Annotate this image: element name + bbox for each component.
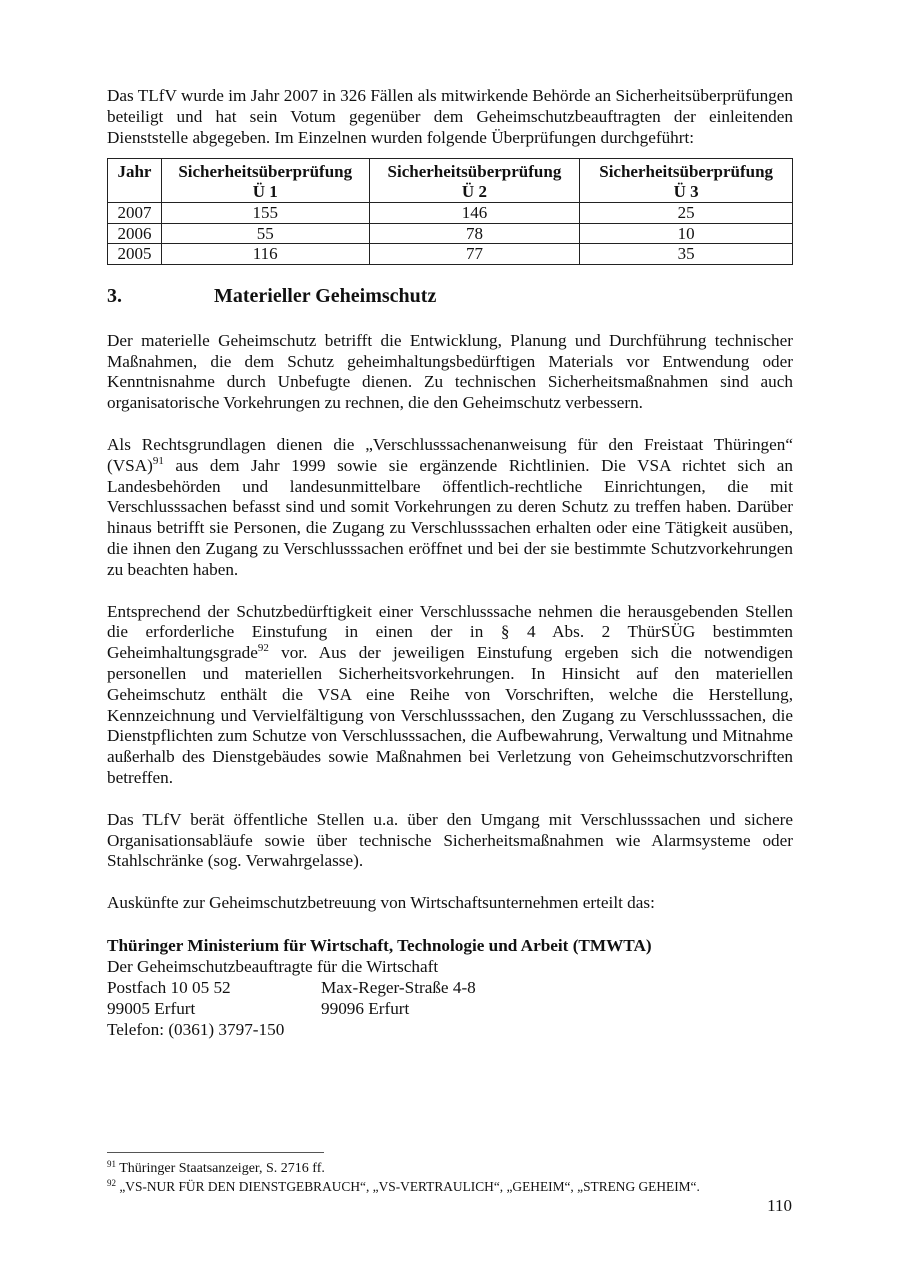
footnote-divider [107, 1152, 324, 1153]
header-year: Jahr [108, 159, 162, 203]
address-row [107, 977, 793, 998]
cell-u1: 55 [161, 223, 369, 244]
page-number: 110 [767, 1196, 792, 1215]
screening-table [107, 158, 793, 265]
table-header-row [108, 159, 793, 203]
address-phone: Telefon: (0361) 3797-150 [107, 1020, 285, 1040]
cell-u2: 78 [369, 223, 580, 244]
cell-u3: 35 [580, 244, 793, 265]
table-row [108, 244, 793, 265]
address-block [107, 935, 793, 1040]
document-page [107, 86, 793, 1040]
address-postfach: Postfach 10 05 52 [107, 978, 231, 998]
paragraph-4: Das TLfV berät öffentliche Stellen u.a. über den Umgang mit Verschlusssachen und sichere Organisationsabläufe sowie über technische Sicherheitsmaßnahmen wie Alarmsysteme oder Stahlschränke (sog. Verwahrgelasse). [107, 809, 793, 871]
section-heading [107, 283, 793, 309]
paragraph-1: Der materielle Geheimschutz betrifft die Entwicklung, Planung und Durchführung technischer Maßnahmen, die dem Schutz geheimhaltungsbedürftigen Materials vor Entwendung oder Kenntnisnahme durch Unbefugte dienen. Zu technischen Sicherheitsmaßnahmen sind auch organisatorische Vorkehrungen zu rechnen, die den Geheimschutz verbessern. [107, 330, 793, 413]
footnote-91: $^{91}$ Thüringer Staatsanzeiger, S. 2716 ff. [107, 1159, 325, 1176]
address-street: Max-Reger-Straße 4-8 [321, 978, 476, 998]
table-row [108, 223, 793, 244]
cell-u3: 25 [580, 203, 793, 224]
cell-u3: 10 [580, 223, 793, 244]
intro-paragraph: Das TLfV wurde im Jahr 2007 in 326 Fällen als mitwirkende Behörde an Sicherheitsüberprüfungen beteiligt und hat sein Votum gegenüber dem Geheimschutzbeauftragten der einleitenden Dienststelle abgegeben. Im Einzelnen wurden folgende Überprüfungen durchgeführt: [107, 86, 793, 147]
table-row [108, 203, 793, 224]
cell-u1: 155 [161, 203, 369, 224]
paragraph-3: Entsprechend der Schutzbedürftigkeit einer Verschlusssache nehmen die herausgebenden Stellen die erforderliche Einstufung in einen der in § 4 Abs. 2 ThürSÜG bestimmten Geheimhaltungsgrade$^{92}$ vor. Aus der jeweiligen Einstufung ergeben sich die notwendigen personellen und materiellen Sicherheitsvorkehrungen. In Hinsicht auf den materiellen Geheimschutz enthält die VSA eine Reihe von Vorschriften, welche die Herstellung, Kennzeichnung und Vervielfältigung von Verschlusssachen, den Zugang zu Verschlusssachen, die Dienstpflichten zum Schutze von Verschlusssachen, die Aufbewahrung, Verwaltung und Mitnahme außerhalb des Dienstgebäudes sowie Maßnahmen bei Verletzung von Geheimschutzvorschriften betreffen. [107, 601, 793, 788]
cell-year: 2005 [108, 244, 162, 265]
address-org: Thüringer Ministerium für Wirtschaft, Technologie und Arbeit (TMWTA) [107, 936, 652, 956]
section-number: 3. [107, 284, 122, 307]
cell-year: 2007 [108, 203, 162, 224]
address-zip1: 99005 Erfurt [107, 999, 196, 1019]
address-dept: Der Geheimschutzbeauftragte für die Wirtschaft [107, 957, 439, 977]
footnote-92: $^{92}$ „VS-NUR FÜR DEN DIENSTGEBRAUCH“, „VS-VERTRAULICH“, „GEHEIM“, „STRENG GEHEIM“. [107, 1178, 700, 1194]
paragraph-5: Auskünfte zur Geheimschutzbetreuung von Wirtschaftsunternehmen erteilt das: [107, 893, 655, 913]
header-u1: Sicherheitsüberprüfung Ü 1 [161, 159, 369, 203]
cell-u2: 77 [369, 244, 580, 265]
cell-u2: 146 [369, 203, 580, 224]
footnote-ref-91[interactable]: 91 [152, 454, 164, 467]
header-u3: Sicherheitsüberprüfung Ü 3 [580, 159, 793, 203]
cell-year: 2006 [108, 223, 162, 244]
header-u2: Sicherheitsüberprüfung Ü 2 [369, 159, 580, 203]
paragraph-2: Als Rechtsgrundlagen dienen die „Verschlusssachenanweisung für den Freistaat Thüringen“ (VSA)$^{91}$ aus dem Jahr 1999 sowie sie ergänzende Richtlinien. Die VSA richtet sich an Landesbehörden und landesunmittelbare öffentlich-rechtliche Einrichtungen, die mit Verschlusssachen befasst sind und somit Vorkehrungen zu deren Schutz zu treffen haben. Darüber hinaus betrifft sie Personen, die Zugang zu Verschlusssachen erhalten oder eine Tätigkeit ausüben, die ihnen den Zugang zu Verschlusssachen eröffnet und bei der sie bestimmte Schutzvorkehrungen zu beachten haben. [107, 435, 793, 579]
cell-u1: 116 [161, 244, 369, 265]
footnote-ref-92[interactable]: 92 [257, 642, 269, 655]
address-zip2: 99096 Erfurt [321, 999, 410, 1019]
address-row [107, 998, 793, 1019]
footnotes [107, 1160, 797, 1196]
section-title: Materieller Geheimschutz [214, 284, 437, 307]
